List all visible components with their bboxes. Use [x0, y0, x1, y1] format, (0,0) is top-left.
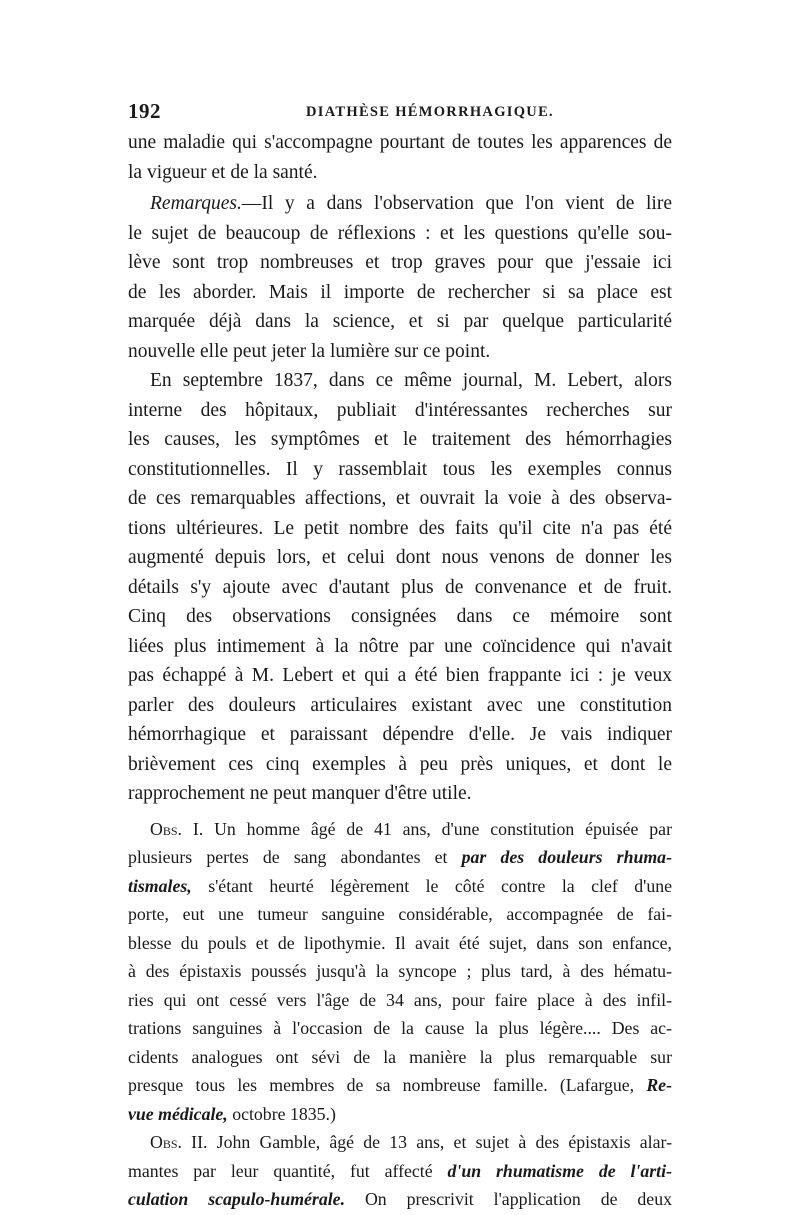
text-line: une maladie qui s'accompagne pourtant de toutes les apparences de [128, 132, 672, 153]
text-line: presque tous les membres de sa nombreuse famille. (Lafargue, Re- [128, 1075, 672, 1095]
text-line: à des épistaxis poussés jusqu'à la syncope ; plus tard, à des hématu- [128, 961, 672, 981]
paragraph-intro [128, 128, 672, 187]
text-line: Obs. II. John Gamble, âgé de 13 ans, et sujet à des épistaxis alar- [150, 1132, 672, 1152]
page-body [128, 128, 672, 1214]
observation-label: Obs. II. [150, 1132, 208, 1152]
text-line: les causes, les symptômes et le traitement des hémorrhagies [128, 429, 672, 450]
text-line: la vigueur et de la santé. [128, 161, 318, 183]
text-line: ries qui ont cessé vers l'âge de 34 ans, pour faire place à des infil- [128, 989, 672, 1010]
observation-2 [128, 1128, 672, 1214]
text-line: brièvement ces cinq exemples à peu près uniques, et dont le [128, 753, 672, 775]
text-line: pas échappé à M. Lebert et qui a été bien frappante ici : je veux [128, 665, 672, 686]
page-header [128, 99, 673, 129]
text-line: rapprochement ne peut manquer d'être utile. [128, 783, 472, 804]
text-line: Remarques.—Il y a dans l'observation que l'on vient de lire [150, 193, 672, 214]
running-title: DIATHÈSE HÉMORRHAGIQUE. [306, 104, 554, 120]
text-line: trations sanguines à l'occasion de la cause la plus légère.... Des ac- [128, 1018, 672, 1038]
text-line: interne des hôpitaux, publiait d'intéressantes recherches sur [128, 399, 672, 421]
text-line: liées plus intimement à la nôtre par une coïncidence qui n'avait [128, 635, 672, 657]
text-line: porte, eut une tumeur sanguine considérable, accompagnée de fai- [128, 904, 672, 924]
text-line: Cinq des observations consignées dans ce mémoire sont [128, 606, 672, 627]
text-line: le sujet de beaucoup de réflexions : et les questions qu'elle sou- [128, 222, 672, 244]
text-line: parler des douleurs articulaires existant avec une constitution [128, 694, 672, 716]
page-number: 192 [128, 99, 161, 123]
paragraph-remarques [128, 189, 672, 366]
remarques-heading: Remarques. [150, 193, 242, 214]
text-line: tismales, s'étant heurté légèrement le côté contre la clef d'une [128, 875, 672, 896]
text-line: culation scapulo-humérale. On prescrivit l'application de deux [128, 1189, 672, 1209]
text-line: marquée déjà dans la science, et si par quelque particularité [128, 311, 672, 332]
text-line: de les aborder. Mais il importe de rechercher si sa place est [128, 281, 672, 303]
observation-label: Obs. I. [150, 818, 204, 839]
text-line: tions ultérieures. Le petit nombre des faits qu'il cite n'a pas été [128, 517, 672, 539]
text-line: cidents analogues ont sévi de la manière la plus remarquable sur [128, 1046, 672, 1067]
text-line: hémorrhagique et paraissant dépendre d'elle. Je vais indiquer [128, 724, 672, 745]
text-line: mantes par leur quantité, fut affecté d'un rhumatisme de l'arti- [128, 1160, 672, 1181]
text-line: En septembre 1837, dans ce même journal, M. Lebert, alors [150, 370, 672, 391]
text-line: détails s'y ajoute avec d'autant plus de convenance et de fruit. [128, 576, 672, 598]
text-line: vue médicale, octobre 1835.) [128, 1103, 336, 1124]
text-line: augmenté depuis lors, et celui dont nous venons de donner les [128, 547, 672, 568]
text-line: Obs. I. Un homme âgé de 41 ans, d'une constitution épuisée par [150, 818, 672, 839]
text-line: constitutionnelles. Il y rassemblait tous les exemples connus [128, 458, 672, 480]
text-line: de ces remarquables affections, et ouvrait la voie à des observa- [128, 488, 672, 509]
paragraph-lebert [128, 366, 672, 809]
text-line: plusieurs pertes de sang abondantes et par des douleurs rhuma- [128, 847, 672, 867]
text-line: lève sont trop nombreuses et trop graves pour que j'essaie ici [128, 252, 672, 273]
observation-1 [128, 815, 672, 1129]
text-line: blesse du pouls et de lipothymie. Il avait été sujet, dans son enfance, [128, 932, 672, 953]
text-line: nouvelle elle peut jeter la lumière sur ce point. [128, 340, 491, 362]
